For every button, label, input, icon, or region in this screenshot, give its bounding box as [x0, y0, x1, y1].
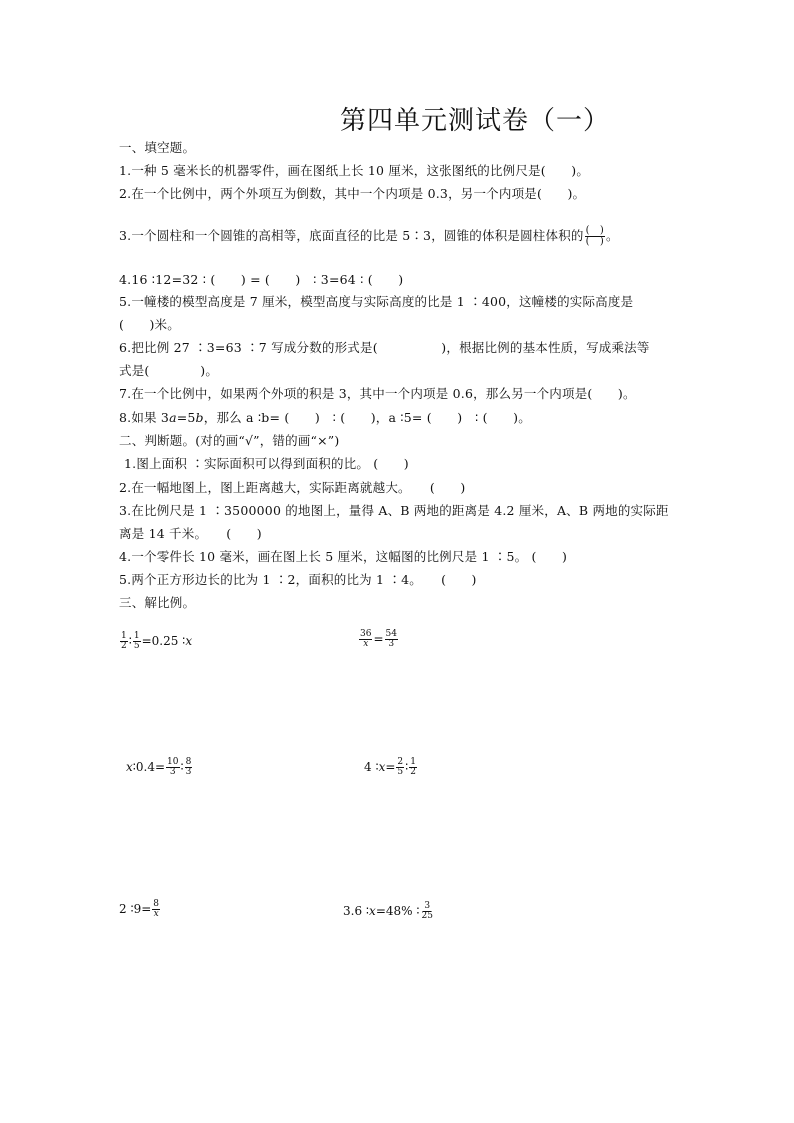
fraction: [396, 758, 404, 777]
ratio-sign: ∶: [405, 760, 409, 774]
fraction-numerator: ( ): [585, 225, 605, 236]
fraction-denominator: 3: [388, 639, 395, 649]
q8-var-b: b: [195, 410, 204, 425]
question-2-3-line1: 3.在比例尺是 1 ∶3500000 的地图上，量得 A、B 两地的距离是 4.2 厘米，A、B 两地的实际距: [119, 503, 669, 518]
fraction: [185, 758, 193, 777]
fraction: [385, 630, 398, 649]
fraction: [409, 758, 417, 777]
fraction-numerator: 54: [385, 629, 397, 639]
question-1-6-line2: 式是( )。: [119, 363, 219, 378]
fraction-denominator: x: [363, 639, 369, 649]
section2-heading: 二、判断题。(对的画“√”，错的画“×”): [119, 433, 340, 448]
question-1-7: 7.在一个比例中，如果两个外项的积是 3，其中一个内项是 0.6，那么另一个内项是( )。: [119, 386, 636, 401]
variable: x: [369, 904, 376, 918]
fraction-denominator: 2: [121, 641, 127, 651]
question-1-8: [119, 409, 531, 427]
question-1-3-end: 。: [606, 228, 619, 243]
fraction-numerator: 10: [167, 757, 179, 767]
fraction-numerator: 1: [121, 631, 127, 641]
question-1-2: 2.在一个比例中，两个外项互为倒数，其中一个内项是 0.3，另一个内项是( )。: [119, 186, 586, 201]
fraction-denominator: 25: [421, 911, 433, 921]
question-1-3-fraction: [585, 226, 605, 247]
fraction: [359, 630, 372, 649]
section3-heading: 三、解比例。: [119, 595, 196, 610]
variable: x: [378, 760, 386, 774]
question-1-6-line1: 6.把比例 27 ∶3=63 ∶7 写成分数的形式是( )，根据比例的基本性质，写成乘法等: [119, 340, 650, 355]
equals-sign: =: [373, 632, 384, 646]
fraction-denominator: 2: [410, 767, 417, 777]
proportion-3: [126, 758, 193, 777]
question-1-3: [119, 226, 619, 247]
q8-var-a: a: [169, 410, 177, 425]
fraction: [152, 900, 160, 919]
fraction-denominator: 3: [185, 767, 192, 777]
question-2-4: 4.一个零件长 10 毫米，画在图上长 5 厘米，这幅图的比例尺是 1 ∶5。 ( ): [119, 549, 568, 564]
expression-text: 4 ∶: [364, 760, 379, 774]
question-2-1: 1.图上面积 ∶实际面积可以得到面积的比。 ( ): [124, 456, 409, 471]
fraction-denominator: 5: [397, 767, 404, 777]
proportion-4: [364, 758, 418, 777]
fraction: [120, 632, 128, 651]
q8-rest: ，那么 a ∶b= ( ) ∶ ( )，a ∶5= ( ) ∶ ( )。: [203, 410, 531, 425]
question-1-3-text: 3.一个圆柱和一个圆锥的高相等，底面直径的比是 5∶3，圆锥的体积是圆柱体积的: [119, 228, 584, 243]
q8-prefix: 8.如果 3: [119, 410, 170, 425]
fraction: [133, 632, 141, 651]
proportion-1: [119, 632, 192, 651]
fraction-denominator: x: [153, 909, 159, 919]
fraction-numerator: 1: [133, 631, 140, 641]
fraction: [166, 758, 179, 777]
section1-heading: 一、填空题。: [119, 140, 196, 155]
fraction-numerator: 8: [185, 757, 192, 767]
expression-text: 3.6 ∶: [343, 904, 370, 918]
page-title: 第四单元测试卷（一）: [340, 106, 611, 136]
fraction-denominator: 5: [133, 641, 140, 651]
ratio-sign: ∶: [180, 760, 184, 774]
expression-text: 2 ∶9=: [119, 902, 152, 916]
question-1-4: 4.16 ∶12=32 ∶ ( ) = ( ) ∶ 3=64 ∶ ( ): [119, 272, 404, 287]
fraction-numerator: 36: [360, 629, 372, 639]
equals-sign: =: [385, 760, 396, 774]
fraction-numerator: 1: [410, 757, 417, 767]
fraction-numerator: 2: [397, 757, 404, 767]
question-2-5: 5.两个正方形边长的比为 1 ∶2，面积的比为 1 ∶4。 ( ): [119, 572, 477, 587]
question-2-3-line2: 离是 14 千米。 ( ): [119, 526, 262, 541]
proportion-6: [343, 902, 435, 921]
fraction-numerator: 3: [424, 901, 431, 911]
expression-text: ∶0.4=: [132, 760, 166, 774]
question-1-1: 1.一种 5 毫米长的机器零件，画在图纸上长 10 厘米，这张图纸的比例尺是( )。: [119, 163, 590, 178]
fraction-numerator: 8: [153, 899, 159, 909]
fraction-denominator: 3: [169, 767, 176, 777]
fraction-denominator: ( ): [585, 236, 605, 247]
proportion-2: [358, 630, 399, 649]
question-2-2: 2.在一幅地图上，图上距离越大，实际距离就越大。 ( ): [119, 480, 466, 495]
fraction: [420, 902, 433, 921]
question-1-5-line2: ( )米。: [119, 317, 180, 332]
question-1-5-line1: 5.一幢楼的模型高度是 7 厘米，模型高度与实际高度的比是 1 ∶400，这幢楼的实际高度是: [119, 294, 634, 309]
expression-text: =48% ∶: [375, 904, 420, 918]
proportion-5: [119, 900, 161, 919]
variable: x: [126, 760, 133, 774]
ratio-sign: ∶: [128, 634, 132, 648]
expression-text: =0.25 ∶: [141, 634, 186, 648]
variable: x: [185, 634, 193, 648]
q8-eq: =5: [176, 410, 196, 425]
